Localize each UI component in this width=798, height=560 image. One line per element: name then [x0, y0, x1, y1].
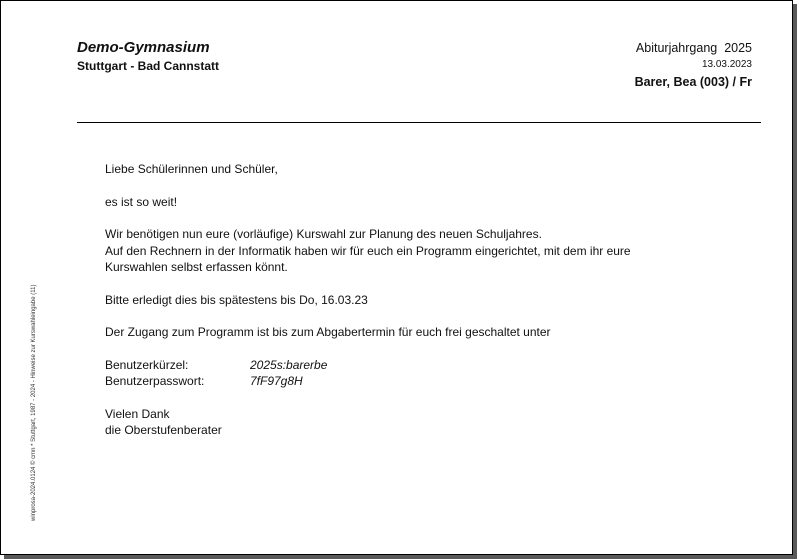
info-line-1: Wir benötigen nun eure (vorläufige) Kurswahl zur Planung des neuen Schuljahres.: [105, 227, 542, 241]
username-value: 2025s:barerbe: [250, 357, 328, 372]
closing-block: [105, 406, 725, 439]
graduation-year-value: 2025: [724, 41, 752, 55]
letter-body: [105, 161, 725, 439]
closing: Vielen Dank: [105, 406, 170, 421]
deadline: Bitte erledigt dies bis spätestens bis Do, 16.03.23: [105, 292, 368, 307]
header-info: [635, 39, 752, 91]
school-city: Stuttgart - Bad Cannstatt: [77, 59, 219, 73]
greeting: Liebe Schülerinnen und Schüler,: [105, 162, 278, 176]
signature: die Oberstufenberater: [105, 423, 222, 437]
username-label: Benutzerkürzel:: [105, 357, 189, 372]
info-paragraph: [105, 226, 725, 276]
username-row: [105, 357, 725, 374]
credentials: [105, 357, 725, 390]
side-footer-text: winprosa-2024.0124 © cmn * Stuttgart, 1987 - 2024 - Hinweise zur Kurswahleingabe (11): [31, 284, 37, 521]
letter-date: 13.03.2023: [701, 59, 752, 70]
password-row: [105, 373, 725, 390]
password-label: Benutzerpasswort:: [105, 374, 205, 388]
access-info: Der Zugang zum Programm ist bis zum Abgabertermin für euch frei geschaltet unter: [105, 325, 551, 339]
student-name: Barer, Bea (003) / Fr: [634, 75, 752, 89]
password-value: 7fF97g8H: [250, 374, 303, 388]
intro: es ist so weit!: [105, 194, 178, 209]
info-line-3: Kurswahlen selbst erfassen könnt.: [105, 260, 288, 274]
header-divider: [77, 122, 761, 123]
info-line-2: Auf den Rechnern in der Informatik haben wir für euch ein Programm eingerichtet, mit dem ihr eure: [105, 243, 631, 258]
graduation-year: [635, 39, 752, 57]
school-name: Demo-Gymnasium: [77, 39, 210, 56]
graduation-year-label: Abiturjahrgang: [635, 41, 718, 55]
